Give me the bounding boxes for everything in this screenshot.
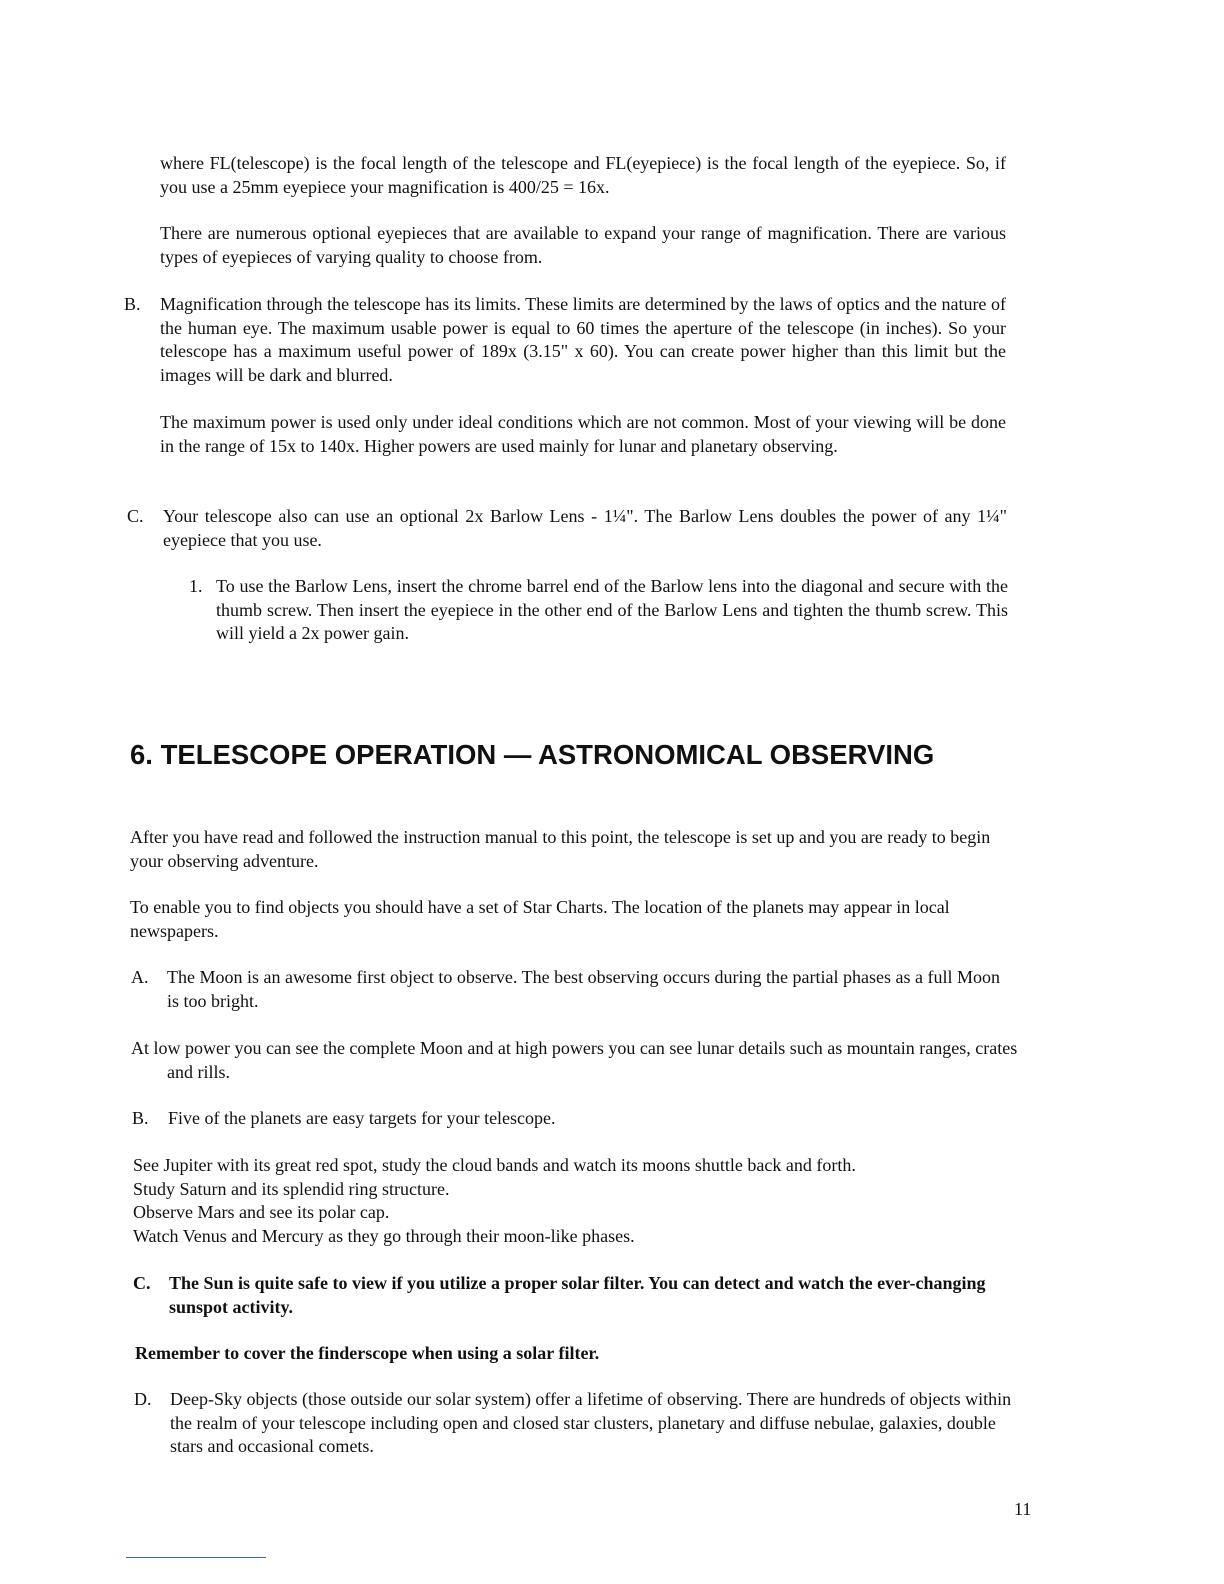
sun-paragraph: The Sun is quite safe to view if you utilize a proper solar filter. You can detect and watch the ever-changing sunspot activity. (169, 1273, 986, 1317)
planet-lines (133, 1154, 1013, 1248)
footer-rule (126, 1557, 266, 1558)
magnification-formula-paragraph: where FL(telescope) is the focal length of the telescope and FL(eyepiece) is the focal length of the eyepiece. So, if you use a 25mm eyepiece your magnification is 400/25 = 16x. (160, 153, 1006, 197)
moon-paragraph: The Moon is an awesome first object to observe. The best observing occurs during the partial phases as a full Moon is too bright. (167, 967, 1000, 1011)
barlow-instructions-paragraph: To use the Barlow Lens, insert the chrome barrel end of the Barlow lens into the diagonal and secure with the thumb screw. Then insert the eyepiece in the other end of the Barlow Lens and tighten the thumb screw. This will yield a 2x power gain. (216, 576, 1008, 643)
list-item-b-planets (132, 1107, 1012, 1131)
list-item-b (124, 293, 1006, 387)
section-heading: 6. TELESCOPE OPERATION — ASTRONOMICAL OBSERVING (130, 739, 935, 770)
list-marker-b-planets: B. (132, 1108, 149, 1128)
finderscope-warning: Remember to cover the finderscope when using a solar filter. (135, 1343, 600, 1363)
page-number: 11 (1014, 1499, 1032, 1519)
planet-line-mars: Observe Mars and see its polar cap. (133, 1202, 390, 1222)
list-marker-b: B. (124, 294, 141, 314)
deep-sky-paragraph: Deep-Sky objects (those outside our solar system) offer a lifetime of observing. There are hundreds of objects within the realm of your telescope including open and closed star clusters, planetary and diffuse nebulae, galaxies, double stars and occasional comets. (170, 1389, 1012, 1456)
planets-paragraph: Five of the planets are easy targets for your telescope. (168, 1108, 556, 1128)
intro-paragraph: After you have read and followed the instruction manual to this point, the telescope is set up and you are ready to begin your observing adventure. (130, 827, 991, 871)
moon-detail-paragraph: At low power you can see the complete Moon and at high powers you can see lunar details such as mountain ranges, crates and rills. (131, 1038, 1018, 1082)
list-item-d (134, 1388, 1014, 1459)
list-marker-a: A. (131, 967, 149, 987)
list-item-c-sun (133, 1272, 1013, 1319)
barlow-subitem-1 (189, 575, 1008, 646)
list-marker-c: C. (127, 506, 144, 526)
list-item-c (127, 505, 1007, 552)
list-item-a (131, 966, 1011, 1013)
maximum-power-paragraph: The maximum power is used only under ideal conditions which are not common. Most of your viewing will be done in the range of 15x to 140x. Higher powers are used mainly for lunar and planetary observing. (160, 412, 1006, 456)
planet-line-jupiter: See Jupiter with its great red spot, study the cloud bands and watch its moons shuttle back and forth. (133, 1155, 856, 1175)
optional-eyepieces-paragraph: There are numerous optional eyepieces that are available to expand your range of magnification. There are various types of eyepieces of varying quality to choose from. (160, 223, 1006, 267)
star-charts-paragraph: To enable you to find objects you should have a set of Star Charts. The location of the planets may appear in local newspapers. (130, 897, 950, 941)
barlow-lens-paragraph: Your telescope also can use an optional 2x Barlow Lens - 1¼". The Barlow Lens doubles the power of any 1¼" eyepiece that you use. (163, 506, 1007, 550)
magnification-limits-paragraph: Magnification through the telescope has its limits. These limits are determined by the laws of optics and the nature of the human eye. The maximum usable power is equal to 60 times the aperture of the telescope (in inches). So your telescope has a maximum useful power of 189x (3.15" x 60). You can create power higher than this limit but the images will be dark and blurred. (160, 294, 1006, 385)
planet-line-venus-mercury: Watch Venus and Mercury as they go through their moon-like phases. (133, 1225, 635, 1246)
sublist-marker-1: 1. (189, 576, 203, 596)
list-marker-c-sun: C. (133, 1273, 151, 1293)
list-marker-d: D. (134, 1389, 152, 1409)
planet-line-saturn: Study Saturn and its splendid ring structure. (133, 1178, 450, 1199)
